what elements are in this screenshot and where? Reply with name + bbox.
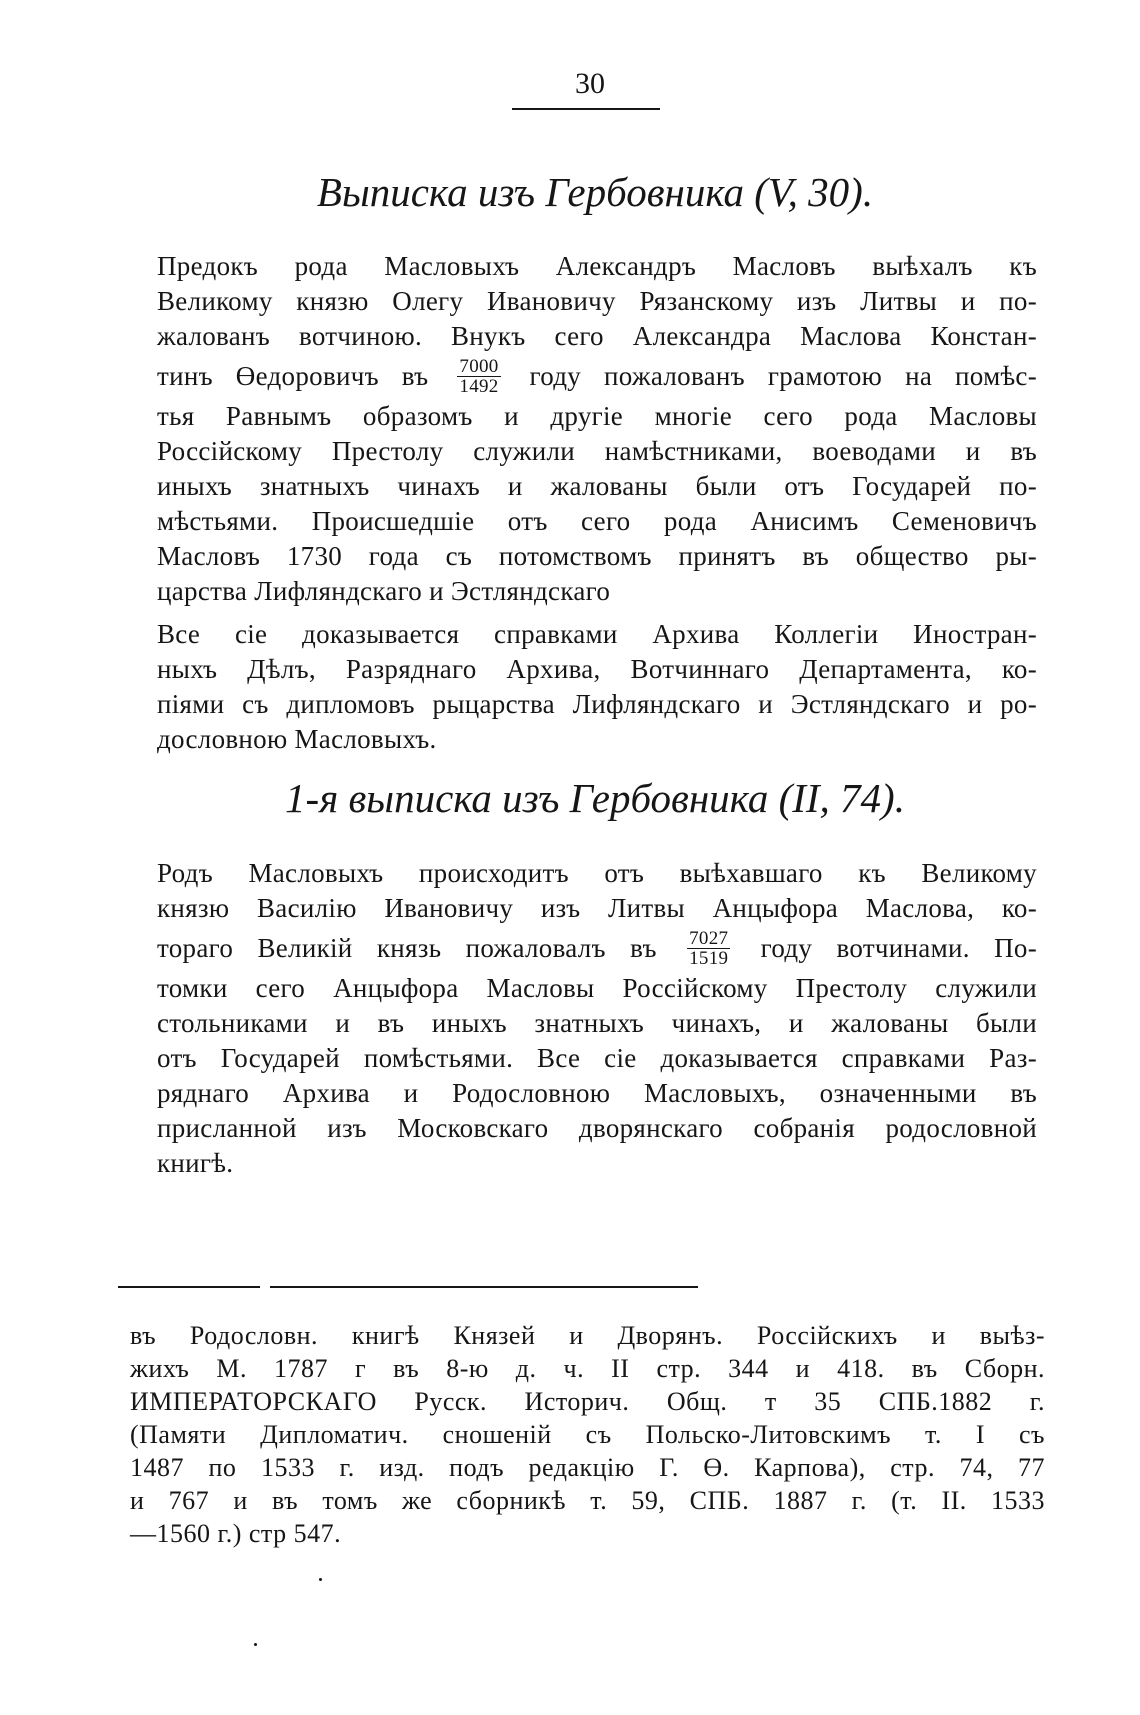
section-heading-1: Выписка изъ Гербовника (V, 30).	[316, 169, 874, 215]
para1-line-4	[157, 356, 1037, 396]
print-speck	[254, 1643, 257, 1646]
para1-line-4-end: году пожалованъ грамотою на помѣс-	[529, 361, 1037, 391]
year-fraction-1	[457, 357, 500, 396]
para3-line-6: отъ Государей помѣстьями. Все сіе доказывается справками Раз-	[157, 1043, 1037, 1073]
footnote-line-6: и 767 и въ томъ же сборникѣ т. 59, СПБ. 1887 г. (т. II. 1533	[130, 1486, 1045, 1515]
year-fraction-2	[687, 929, 730, 968]
para2-line-4: дословною Масловыхъ.	[157, 724, 437, 754]
footnote-line-7: —1560 г.) стр 547.	[130, 1519, 342, 1548]
para1-line-3: жалованъ вотчиною. Внукъ сего Александра Маслова Констан-	[157, 321, 1037, 351]
footnote-line-3: ИМПЕРАТОРСКАГО Русск. Историч. Общ. т 35 СПБ.1882 г.	[130, 1387, 1045, 1416]
page-number: 30	[575, 67, 605, 100]
para3-line-3-start: тораго Великій князь пожаловалъ въ	[157, 933, 657, 963]
page-number-rule	[512, 108, 660, 110]
para1-line-7: иныхъ знатныхъ чинахъ и жалованы были отъ Государей по-	[157, 471, 1037, 501]
para3-line-7: ряднаго Архива и Родословною Масловыхъ, означенными въ	[157, 1078, 1037, 1108]
footnote-line-5: 1487 по 1533 г. изд. подъ редакцію Г. Ө. Карпова), стр. 74, 77	[130, 1453, 1045, 1482]
para1-line-1: Предокъ рода Масловыхъ Александръ Масловъ выѣхалъ къ	[157, 251, 1037, 281]
fraction-denominator: 1492	[459, 376, 499, 398]
print-speck	[319, 1578, 322, 1581]
para1-line-6: Россійскому Престолу служили намѣстниками, воеводами и въ	[157, 436, 1037, 466]
para3-line-9: книгѣ.	[157, 1148, 234, 1178]
para1-line-10: царства Лифляндскаго и Эстляндскаго	[157, 576, 611, 606]
footnote-line-4: (Памяти Дипломатич. сношеній съ Польско-Литовскимъ т. I съ	[130, 1420, 1045, 1449]
para2-line-2: ныхъ Дѣлъ, Разряднаго Архива, Вотчиннаго Департамента, ко-	[157, 654, 1037, 684]
footnote-line-1: въ Родословн. книгѣ Князей и Дворянъ. Россійскихъ и выѣз-	[130, 1321, 1045, 1350]
fraction-denominator: 1519	[689, 948, 729, 970]
para1-line-2: Великому князю Олегу Ивановичу Рязанскому изъ Литвы и по-	[157, 286, 1037, 316]
para1-line-9: Масловъ 1730 года съ потомствомъ принятъ въ общество ры-	[157, 541, 1037, 571]
footnote-separator-left	[118, 1286, 260, 1288]
para3-line-5: стольниками и въ иныхъ знатныхъ чинахъ, и жалованы были	[157, 1008, 1037, 1038]
para3-line-3	[157, 928, 1037, 968]
section-heading-2: 1-я выписка изъ Гербовника (II, 74).	[285, 775, 905, 821]
fraction-numerator: 7000	[459, 356, 499, 378]
para1-line-5: тья Равнымъ образомъ и другіе многіе сего рода Масловы	[157, 401, 1037, 431]
footnote-line-2: жихъ М. 1787 г въ 8-ю д. ч. II стр. 344 и 418. въ Сборн.	[130, 1354, 1045, 1383]
para1-line-8: мѣстьями. Происшедшіе отъ сего рода Анисимъ Семеновичъ	[157, 506, 1037, 536]
fraction-numerator: 7027	[689, 928, 729, 950]
para3-line-4: томки сего Анцыфора Масловы Россійскому Престолу служили	[157, 973, 1037, 1003]
para2-line-1: Все сіе доказывается справками Архива Коллегіи Иностран-	[157, 619, 1037, 649]
para3-line-2: князю Василію Ивановичу изъ Литвы Анцыфора Маслова, ко-	[157, 893, 1037, 923]
para3-line-3-end: году вотчинами. По-	[760, 933, 1037, 963]
para2-line-3: піями съ дипломовъ рыцарства Лифляндскаго и Эстляндскаго и ро-	[157, 689, 1037, 719]
footnote-separator-right	[270, 1286, 698, 1288]
para1-line-4-start: тинъ Өедоровичъ въ	[157, 361, 429, 391]
para3-line-8: присланной изъ Московскаго дворянскаго собранія родословной	[157, 1113, 1037, 1143]
para3-line-1: Родъ Масловыхъ происходитъ отъ выѣхавшаго къ Великому	[157, 858, 1037, 888]
